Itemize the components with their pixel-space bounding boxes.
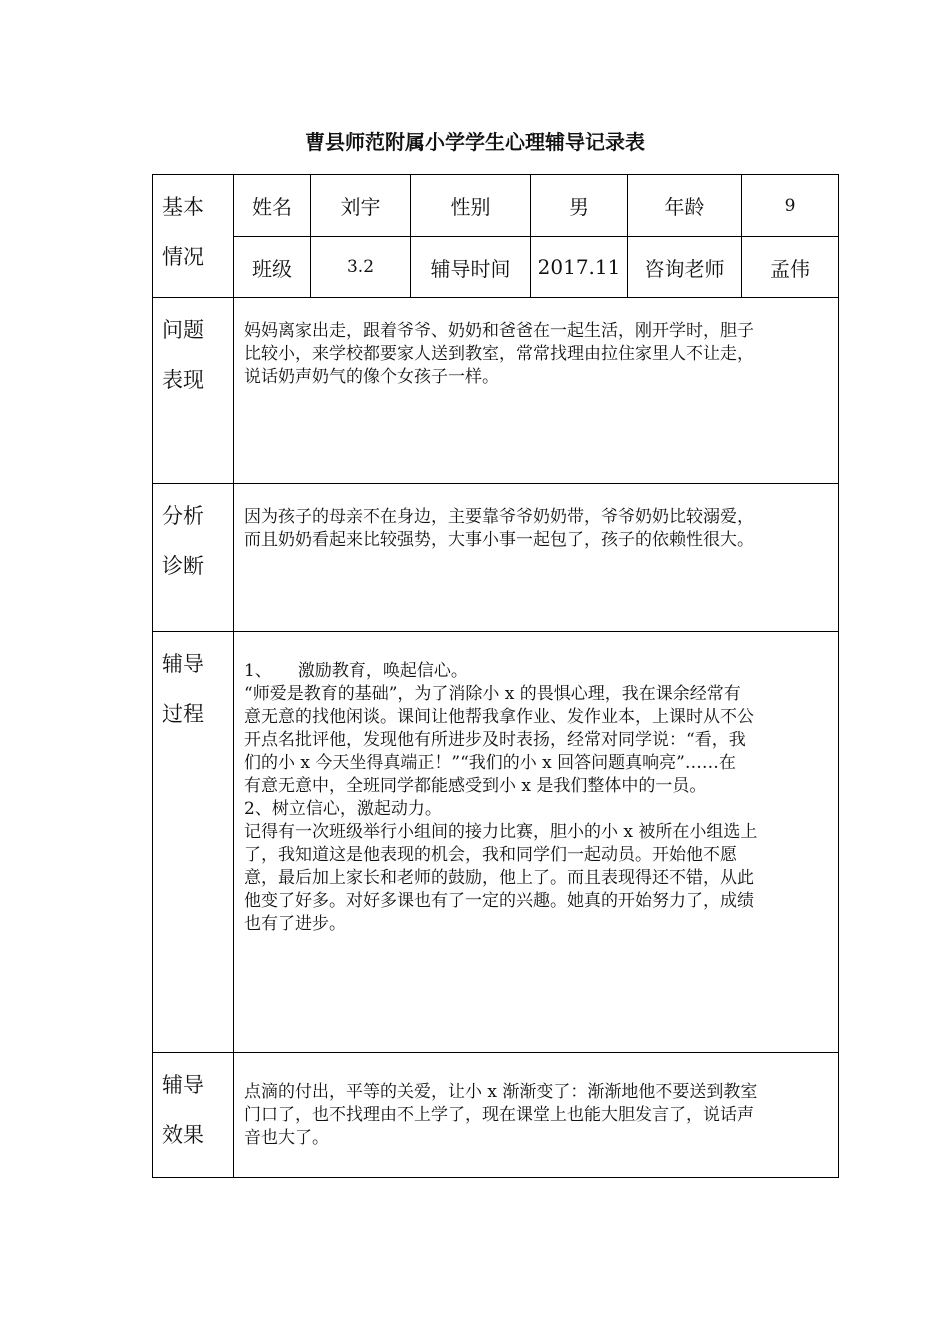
- analysis-label-line-2: 诊断: [162, 554, 204, 578]
- teacher-label: 咨询老师: [628, 237, 742, 298]
- problem-label: [153, 298, 234, 484]
- process-line: 记得有一次班级举行小组间的接力比赛，胆小的小 x 被所在小组选上: [244, 822, 758, 842]
- process-line: 有意无意中，全班同学都能感受到小 x 是我们整体中的一员。: [244, 776, 707, 796]
- process-line: 了，我知道这是他表现的机会，我和同学们一起动员。开始他不愿: [244, 845, 737, 865]
- process-line: 们的小 x 今天坐得真端正！”“我们的小 x 回答问题真响亮”……在: [244, 753, 736, 773]
- process-line: 意，最后加上家长和老师的鼓励，他上了。而且表现得还不错，从此: [244, 868, 754, 888]
- problem-line: 比较小，来学校都要家人送到教室，常常找理由拉住家里人不让走，: [244, 344, 754, 364]
- gender-label: 性别: [411, 175, 531, 237]
- process-item-1-text: 激励教育，唤起信心。: [297, 661, 468, 681]
- age-value: 9: [742, 175, 839, 237]
- process-label-line-1: 辅导: [162, 652, 204, 676]
- problem-line: 说话奶声奶气的像个女孩子一样。: [244, 367, 499, 387]
- basic-info-label: [153, 175, 234, 298]
- process-line: 开点名批评他，发现他有所进步及时表扬，经常对同学说：“看，我: [244, 730, 746, 750]
- process-item-1-number: 1、: [244, 661, 272, 681]
- process-line: 他变了好多。对好多课也有了一定的兴趣。她真的开始努力了，成绩: [244, 891, 754, 911]
- effect-line: 门口了，也不找理由不上学了，现在课堂上也能大胆发言了，说话声: [244, 1105, 754, 1125]
- analysis-text: [234, 484, 839, 632]
- process-line: 意无意的找他闲谈。课间让他帮我拿作业、发作业本，上课时从不公: [244, 707, 754, 727]
- process-label: [153, 632, 234, 1053]
- time-value: 2017.11: [531, 237, 628, 298]
- analysis-line: 而且奶奶看起来比较强势，大事小事一起包了，孩子的依赖性很大。: [244, 530, 754, 550]
- basic-label-line-1: 基本: [162, 195, 204, 219]
- problem-text: [234, 298, 839, 484]
- problem-line: 妈妈离家出走，跟着爷爷、奶奶和爸爸在一起生活，刚开学时，胆子: [244, 321, 754, 341]
- class-value: 3.2: [311, 237, 411, 298]
- page-title: 曹县师范附属小学学生心理辅导记录表: [305, 130, 645, 154]
- basic-label-line-2: 情况: [162, 245, 204, 269]
- effect-line: 音也大了。: [244, 1128, 329, 1148]
- effect-label-line-1: 辅导: [162, 1073, 204, 1097]
- process-line: 也有了进步。: [244, 914, 346, 934]
- age-label: 年龄: [628, 175, 742, 237]
- gender-value: 男: [531, 175, 628, 237]
- problem-label-line-2: 表现: [162, 368, 204, 392]
- problem-label-line-1: 问题: [162, 318, 204, 342]
- process-line: “师爱是教育的基础”，为了消除小 x 的畏惧心理，我在课余经常有: [244, 684, 741, 704]
- effect-label: [153, 1053, 234, 1178]
- analysis-line: 因为孩子的母亲不在身边，主要靠爷爷奶奶带，爷爷奶奶比较溺爱，: [244, 507, 754, 527]
- effect-label-line-2: 效果: [162, 1123, 204, 1147]
- process-line: 2、树立信心，激起动力。: [244, 799, 442, 819]
- teacher-value: 孟伟: [742, 237, 839, 298]
- process-text: [234, 632, 839, 1053]
- process-label-line-2: 过程: [162, 702, 204, 726]
- name-label: 姓名: [234, 175, 311, 237]
- effect-text: [234, 1053, 839, 1178]
- name-value: 刘宇: [311, 175, 411, 237]
- analysis-label-line-1: 分析: [162, 504, 204, 528]
- process-item-1: [244, 660, 826, 683]
- record-table: [152, 174, 839, 1178]
- time-label: 辅导时间: [411, 237, 531, 298]
- analysis-label: [153, 484, 234, 632]
- effect-line: 点滴的付出，平等的关爱，让小 x 渐渐变了：渐渐地他不要送到教室: [244, 1082, 758, 1102]
- class-label: 班级: [234, 237, 311, 298]
